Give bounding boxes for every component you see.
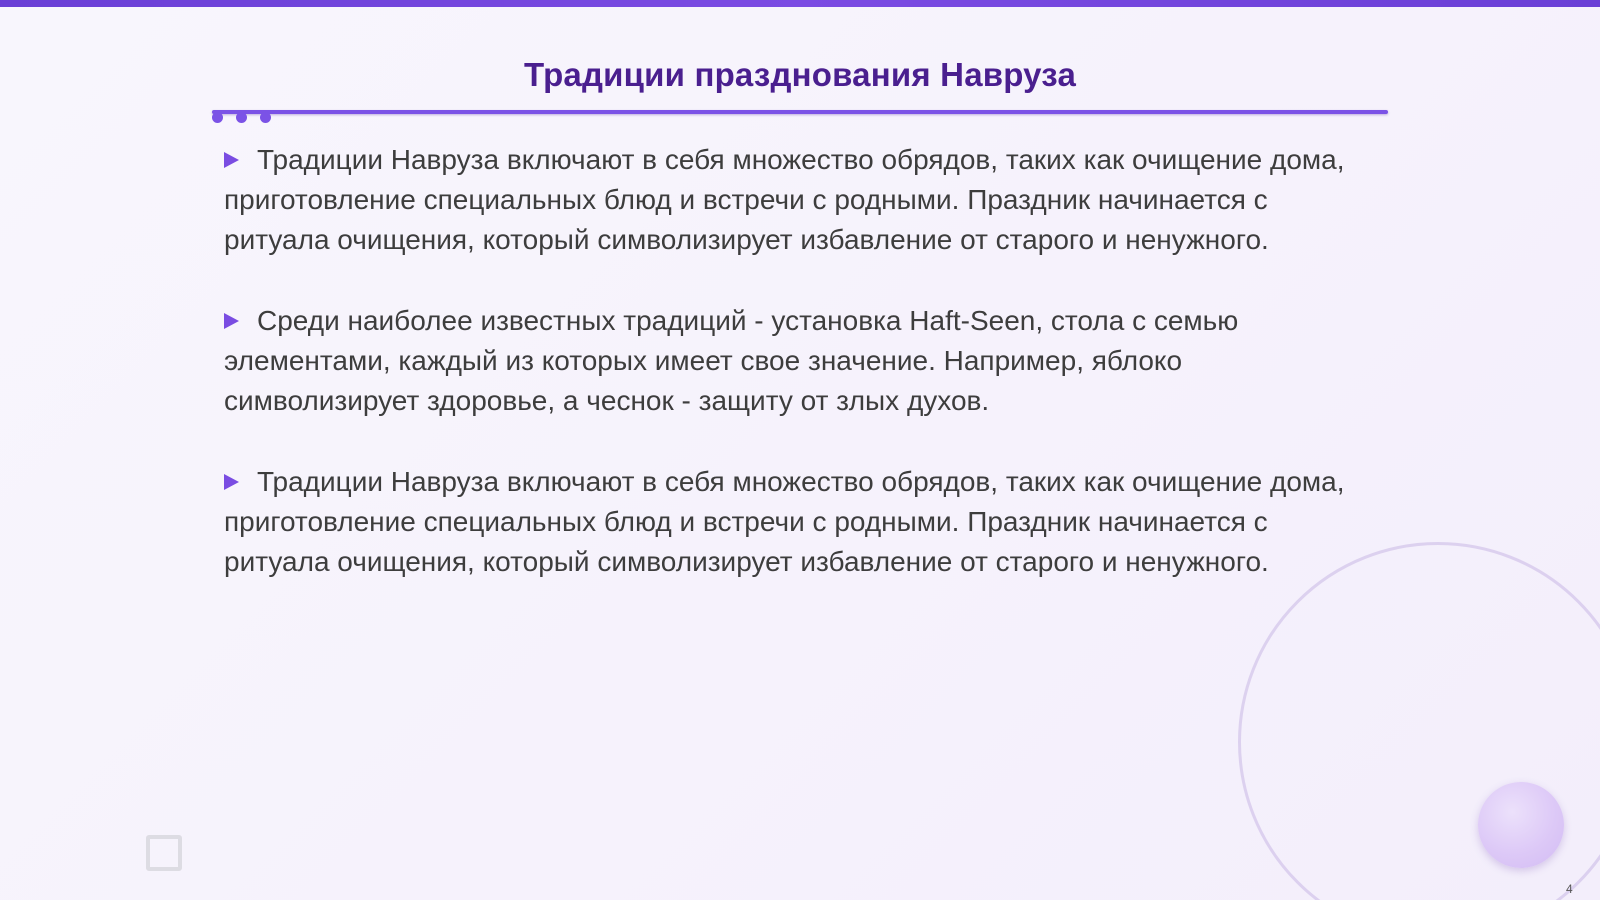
underline-dot (236, 112, 247, 123)
page-number: 4 (1566, 882, 1573, 896)
slide-title: Традиции празднования Навруза (523, 56, 1077, 93)
top-accent-bar (0, 0, 1600, 7)
underline-dot (260, 112, 271, 123)
content-area (224, 140, 1374, 623)
triangle-bullet-icon (224, 313, 239, 329)
decorative-circle (1478, 782, 1564, 868)
bullet-paragraph-3 (224, 462, 1374, 582)
title-underline (212, 110, 1388, 114)
triangle-bullet-icon (224, 152, 239, 168)
bullet-paragraph-2 (224, 301, 1374, 421)
underline-dot (212, 112, 223, 123)
decorative-square (146, 835, 182, 871)
paragraph-text-3: Традиции Навруза включают в себя множество обрядов, таких как очищение дома, приготовление специальных блюд и встречи с родными. Праздник начинается с ритуала очищения, который символизирует избавление от старого и ненужного. (224, 466, 1345, 577)
paragraph-text-2: Среди наиболее известных традиций - установка Haft-Seen, стола с семью элементами, каждый из которых имеет свое значение. Например, яблоко символизирует здоровье, а чеснок - защиту от злых духов. (224, 305, 1239, 416)
triangle-bullet-icon (224, 474, 239, 490)
paragraph-text-1: Традиции Навруза включают в себя множество обрядов, таких как очищение дома, приготовление специальных блюд и встречи с родными. Праздник начинается с ритуала очищения, который символизирует избавление от старого и ненужного. (224, 144, 1345, 255)
bullet-paragraph-1 (224, 140, 1374, 260)
underline-dots (212, 112, 282, 126)
